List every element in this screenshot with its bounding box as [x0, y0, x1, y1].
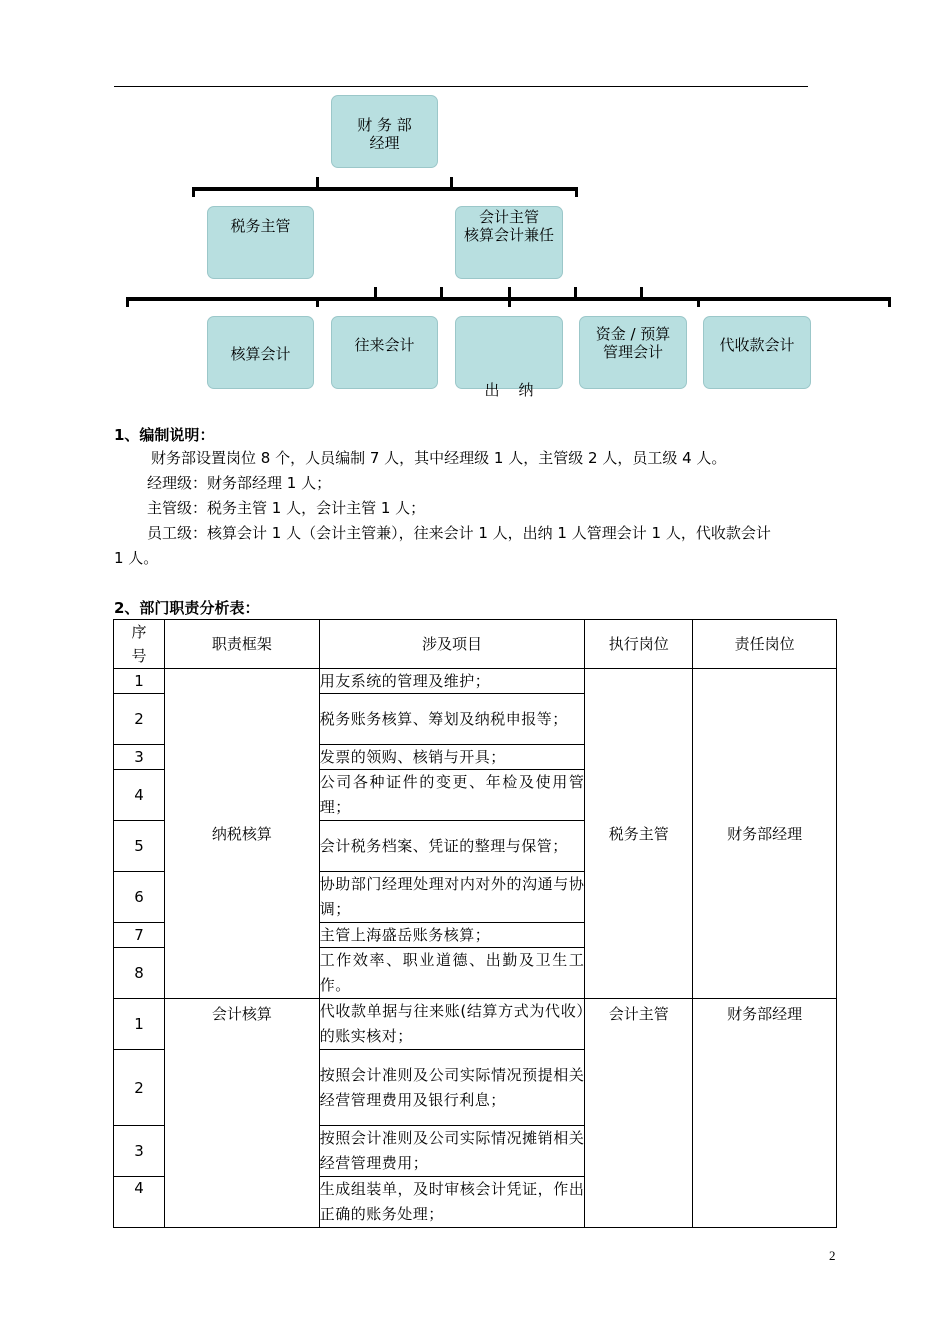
row-number: 4: [114, 1177, 165, 1228]
framework-cell: 会计核算: [164, 999, 319, 1228]
connector-line: [450, 177, 453, 189]
page-number: 2: [829, 1248, 836, 1263]
connector-line: [374, 287, 377, 299]
org-box-label: 出 纳: [484, 381, 534, 399]
staffing-line: 1 人。: [114, 549, 159, 567]
staffing-line: 经理级：财务部经理 1 人；: [147, 474, 332, 492]
org-box-label: 经理: [369, 134, 400, 152]
item-cell: 税务账务核算、筹划及纳税申报等；: [319, 694, 585, 745]
responsibility-table: [113, 619, 837, 1228]
row-number: 1: [114, 669, 165, 694]
connector-line: [888, 297, 891, 307]
staffing-line: 财务部设置岗位 8 个，人员编制 7 人，其中经理级 1 人，主管级 2 人，员工级 4 人。: [151, 449, 727, 467]
column-header: 责任岗位: [693, 620, 837, 669]
org-box-collection-accountant: [703, 316, 811, 389]
connector-line: [508, 287, 511, 307]
exec-post-cell: 税务主管: [585, 669, 693, 999]
row-number: 5: [114, 821, 165, 872]
row-number: 1: [114, 999, 165, 1050]
column-header: 序号: [114, 620, 165, 669]
connector-line: [316, 297, 319, 307]
exec-post-cell: 会计主管: [585, 999, 693, 1228]
org-box-label: 会计主管: [478, 208, 539, 226]
org-box-label: 往来会计: [354, 336, 415, 354]
connector-line: [126, 297, 129, 307]
org-box-funds-budget: [579, 316, 687, 389]
item-cell: 主管上海盛岳账务核算；: [319, 923, 585, 948]
resp-post-cell: 财务部经理: [693, 999, 837, 1228]
column-header: 职责框架: [164, 620, 319, 669]
connector-line: [697, 297, 700, 307]
item-cell: 生成组装单，及时审核会计凭证，作出正确的账务处理；: [319, 1177, 585, 1228]
item-cell: 工作效率、职业道德、出勤及卫生工作。: [319, 948, 585, 999]
row-number: 7: [114, 923, 165, 948]
item-cell: 会计税务档案、凭证的整理与保管；: [319, 821, 585, 872]
staffing-line: 员工级：核算会计 1 人（会计主管兼），往来会计 1 人，出纳 1 人管理会计 1 人，代收款会计: [147, 524, 771, 542]
column-header: 执行岗位: [585, 620, 693, 669]
row-number: 3: [114, 1126, 165, 1177]
org-box-cashier: [455, 316, 563, 399]
item-cell: 公司各种证件的变更、年检及使用管理；: [319, 770, 585, 821]
org-box-label: 资金 / 预算: [595, 325, 671, 343]
connector-line: [574, 287, 577, 299]
org-box-label: 核算会计: [230, 345, 291, 363]
connector-line: [575, 187, 578, 197]
connector-line: [640, 287, 643, 299]
connector-line: [440, 287, 443, 299]
row-number: 3: [114, 745, 165, 770]
header-rule: [114, 86, 808, 87]
framework-cell: 纳税核算: [164, 669, 319, 999]
org-box-staff-accountant: [207, 316, 314, 389]
connector-line: [192, 187, 195, 197]
connector-line: [194, 187, 578, 191]
table-header-row: [114, 620, 837, 669]
org-box-finance-manager: [331, 95, 438, 168]
org-box-label: 管理会计: [602, 343, 663, 361]
column-header: 涉及项目: [319, 620, 585, 669]
item-cell: 代收款单据与往来账(结算方式为代收）的账实核对；: [319, 999, 585, 1050]
item-cell: 发票的领购、核销与开具；: [319, 745, 585, 770]
org-box-tax-supervisor: [207, 206, 314, 279]
row-number: 2: [114, 694, 165, 745]
section-title-staffing: 1、编制说明：: [114, 426, 215, 444]
org-box-label: 财 务 部: [357, 116, 412, 134]
section-title-responsibility: 2、部门职责分析表：: [114, 599, 260, 617]
row-number: 2: [114, 1050, 165, 1126]
item-cell: 按照会计准则及公司实际情况预提相关经营管理费用及银行利息；: [319, 1050, 585, 1126]
item-cell: 用友系统的管理及维护；: [319, 669, 585, 694]
org-box-label: 核算会计兼任: [463, 226, 554, 244]
connector-line: [316, 177, 319, 189]
row-number: 8: [114, 948, 165, 999]
org-box-receivables-accountant: [331, 316, 438, 389]
resp-post-cell: 财务部经理: [693, 669, 837, 999]
item-cell: 按照会计准则及公司实际情况摊销相关经营管理费用；: [319, 1126, 585, 1177]
org-box-accounting-supervisor: [455, 206, 563, 279]
item-cell: 协助部门经理处理对内对外的沟通与协调；: [319, 872, 585, 923]
org-box-label: 代收款会计: [719, 336, 795, 354]
table-row: [114, 999, 837, 1050]
staffing-line: 主管级：税务主管 1 人，会计主管 1 人；: [147, 499, 426, 517]
table-row: [114, 669, 837, 694]
row-number: 4: [114, 770, 165, 821]
row-number: 6: [114, 872, 165, 923]
org-box-label: 税务主管: [230, 217, 291, 235]
